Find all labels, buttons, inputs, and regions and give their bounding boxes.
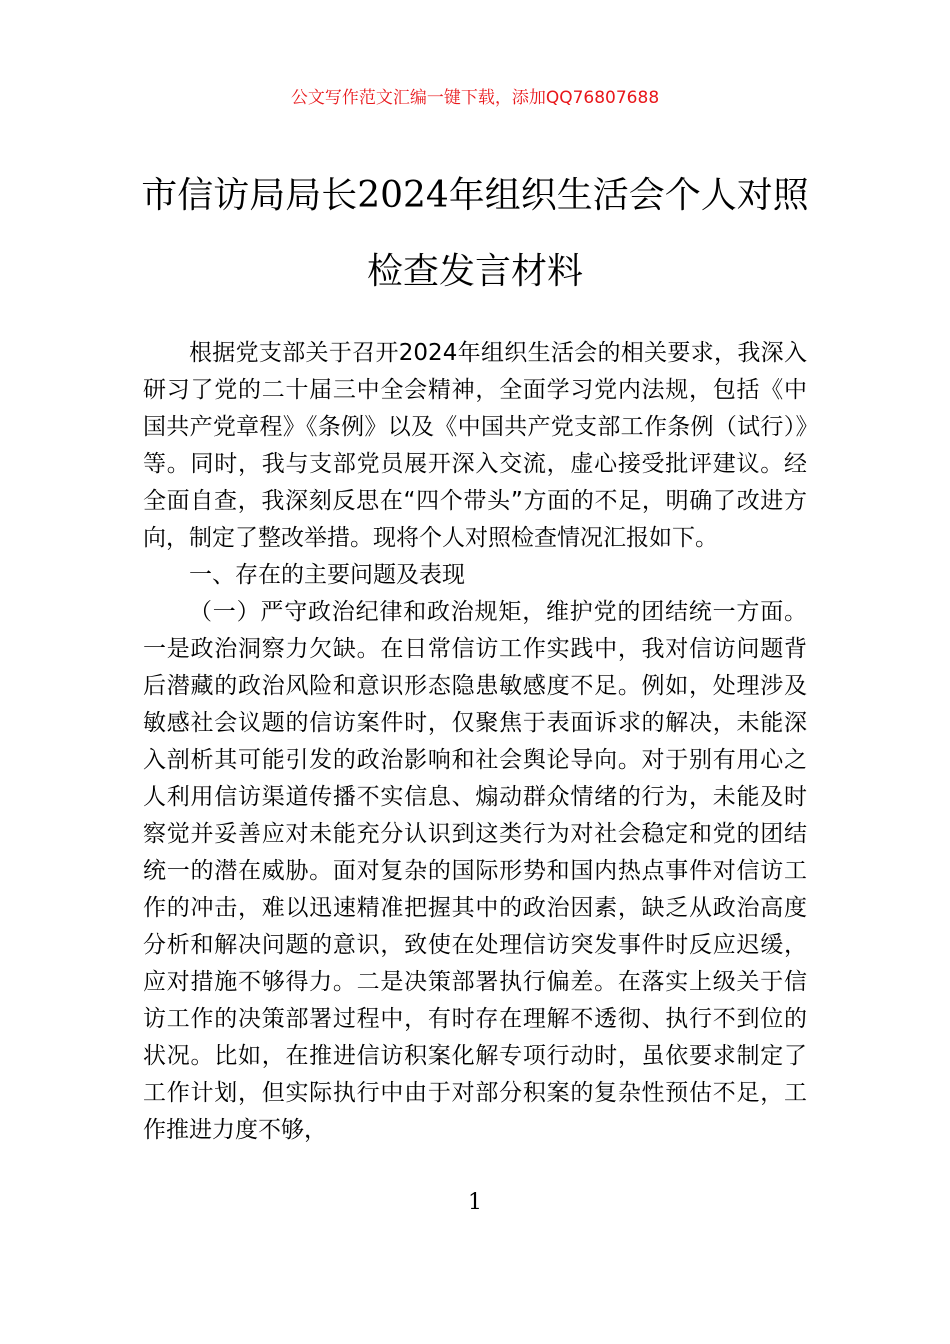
intro-paragraph: 根据党支部关于召开2024年组织生活会的相关要求，我深入研习了党的二十届三中全会精神，全面学习党内法规，包括《中国共产党章程》《条例》以及《中国共产党支部工作条例（试行）》等。同时，我与支部党员展开深入交流，虚心接受批评建议。经全面自查，我深刻反思在“四个带头”方面的不足，明确了改进方向，制定了整改举措。现将个人对照检查情况汇报如下。 xyxy=(143,340,807,551)
document-title: 市信访局局长2024年组织生活会个人对照检查发言材料 xyxy=(141,175,809,292)
document-body xyxy=(143,335,807,1149)
download-watermark: 公文写作范文汇编一键下载，添加QQ76807688 xyxy=(290,88,660,108)
subsection-paragraph: （一）严守政治纪律和政治规矩，维护党的团结统一方面。一是政治洞察力欠缺。在日常信访工作实践中，我对信访问题背后潜藏的政治风险和意识形态隐患敏感度不足。例如，处理涉及敏感社会议题的信访案件时，仅聚焦于表面诉求的解决，未能深入剖析其可能引发的政治影响和社会舆论导向。对于别有用心之人利用信访渠道传播不实信息、煽动群众情绪的行为，未能及时察觉并妥善应对未能充分认识到这类行为对社会稳定和党的团结统一的潜在威胁。面对复杂的国际形势和国内热点事件对信访工作的冲击，难以迅速精准把握其中的政治因素，缺乏从政治高度分析和解决问题的意识，致使在处理信访突发事件时反应迟缓，应对措施不够得力。二是决策部署执行偏差。在落实上级关于信访工作的决策部署过程中，有时存在理解不透彻、执行不到位的状况。比如，在推进信访积案化解专项行动时，虽依要求制定了工作计划，但实际执行中由于对部分积案的复杂性预估不足，工作推进力度不够， xyxy=(143,599,807,1143)
section-heading: 一、存在的主要问题及表现 xyxy=(189,562,465,588)
page-number: 1 xyxy=(468,1190,482,1215)
